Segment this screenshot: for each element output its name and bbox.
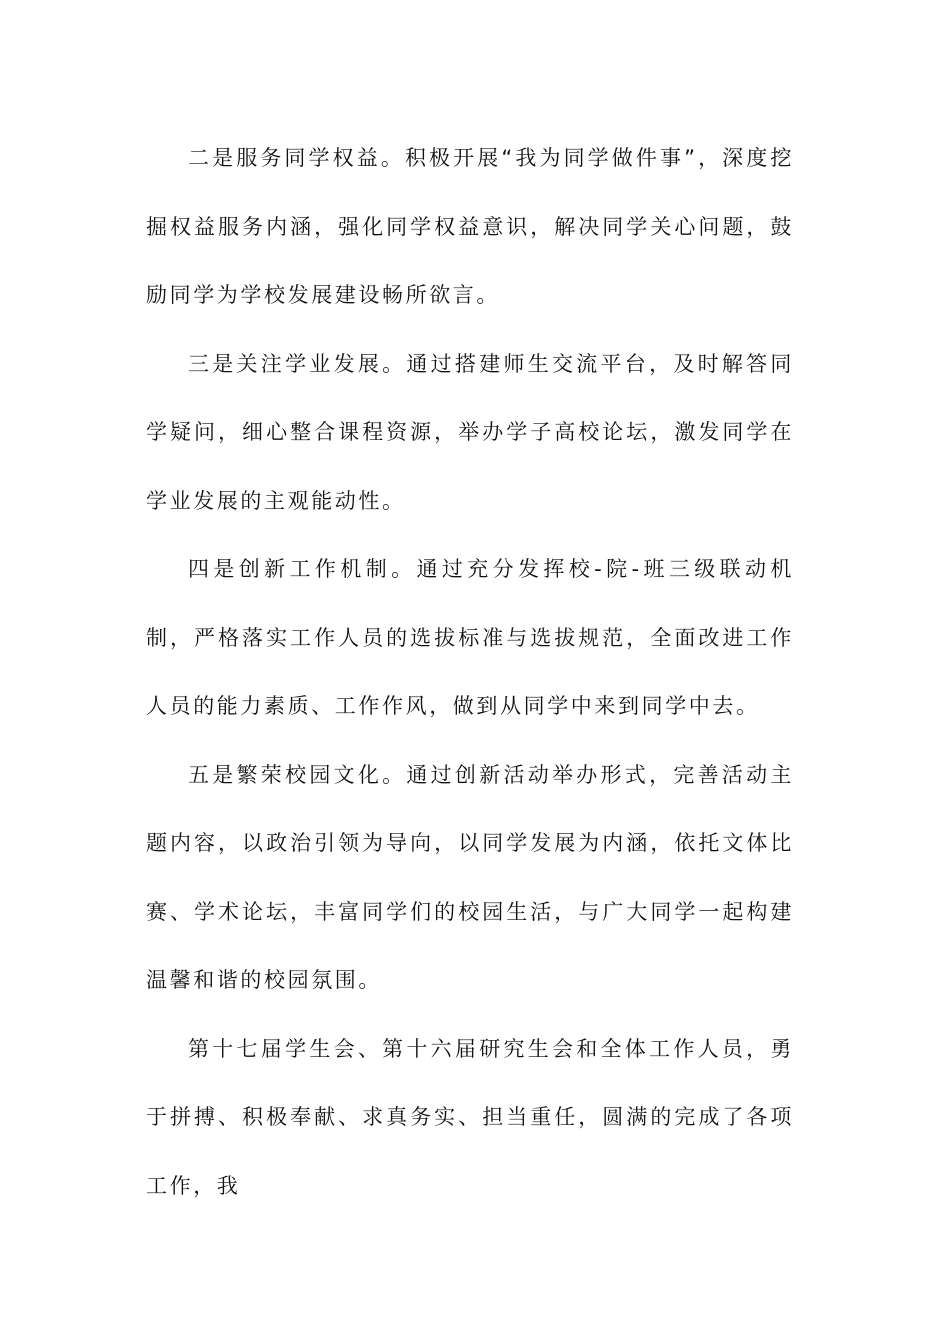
- document-body: [146, 124, 794, 1220]
- paragraph-summary: 第十七届学生会、第十六届研究生会和全体工作人员，勇于拼搏、积极奉献、求真务实、担当重任，圆满的完成了各项工作，我: [146, 1036, 794, 1198]
- paragraph-academic-development: 三是关注学业发展。通过搭建师生交流平台，及时解答同学疑问，细心整合课程资源，举办学子高校论坛，激发同学在学业发展的主观能动性。: [146, 351, 794, 513]
- paragraph-campus-culture: 五是繁荣校园文化。通过创新活动举办形式，完善活动主题内容，以政治引领为导向，以同学发展为内涵，依托文体比赛、学术论坛，丰富同学们的校园生活，与广大同学一起构建温馨和谐的校园氛围。: [146, 762, 794, 992]
- paragraph-work-mechanism: 四是创新工作机制。通过充分发挥校-院-班三级联动机制，严格落实工作人员的选拔标准与选拔规范，全面改进工作人员的能力素质、工作作风，做到从同学中来到同学中去。: [146, 557, 794, 718]
- paragraph-service-rights: 二是服务同学权益。积极开展“我为同学做件事”，深度挖掘权益服务内涵，强化同学权益意识，解决同学关心问题，鼓励同学为学校发展建设畅所欲言。: [146, 146, 794, 307]
